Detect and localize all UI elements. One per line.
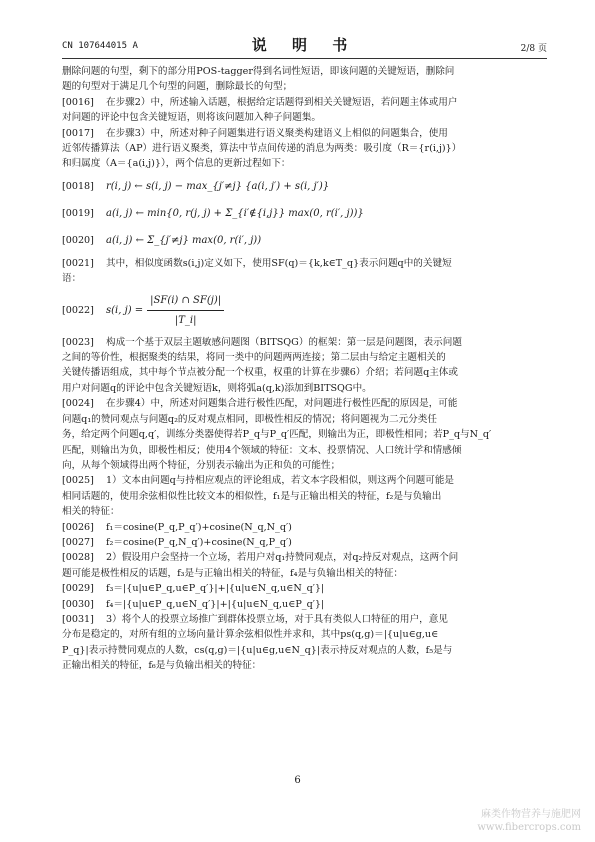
self-availability-formula: a(i, j) ← Σ_{j′≠j} max(0, r(i′, j)) (106, 235, 262, 247)
text-line: 相关的特征： (62, 506, 120, 518)
text-line: 向，从每个领域得出两个特征，分别表示输出为正和负的可能性； (62, 459, 341, 471)
site-watermark (477, 808, 581, 834)
feature-formula-f3: f₃＝|{u|u∈P_q,u∈P_q′}|+|{u|u∈N_q,u∈N_q′}| (106, 583, 325, 595)
page-indicator: 2/8 页 (520, 44, 547, 54)
formula-0018 (62, 175, 547, 199)
page-number: 6 (294, 775, 301, 786)
paragraph-number: [0026] (62, 521, 94, 533)
text-line: 正输出相关的特征，f₆是与负输出相关的特征： (62, 660, 262, 672)
text-line: 构成一个基于双层主题敏感问题图（BITSQG）的框架：第一层是问题图，表示问题 (106, 336, 462, 348)
document-body (62, 64, 547, 674)
paragraph-number: [0022] (62, 304, 94, 316)
paragraph-number: [0016] (62, 96, 94, 108)
text-line: 问题q₁的赞同观点与问题q₂的反对观点相同，即极性相反的情况；将问题视为二元分类任 (62, 413, 437, 425)
paragraph-0017 (62, 126, 547, 141)
feature-formula-f2: f₂＝cosine(P_q,N_q′)+cosine(N_q,P_q′) (106, 536, 292, 548)
text-line: 在步骤4）中，所述对问题集合进行极性匹配，对问题进行极性匹配的原因是，可能 (106, 398, 458, 410)
paragraph-number: [0020] (62, 235, 94, 247)
text-line: 在步骤2）中，所述输入话题，根据给定话题得到相关关键短语，若问题主体或用户 (106, 96, 458, 108)
paragraph-0023 (62, 335, 547, 350)
paragraph-number: [0024] (62, 398, 94, 410)
paragraph-number: [0019] (62, 208, 94, 220)
text-line: 相同话题的，使用余弦相似性比较文本的相似性，f₁是与正输出相关的特征，f₂是与负输出 (62, 490, 442, 502)
header-divider (62, 58, 547, 59)
fraction-numerator: |SF(i) ∩ SF(j)| (147, 293, 224, 311)
page-header (62, 34, 547, 56)
text-line: 题的句型对于满足几个句型的问题，删除最长的句型； (62, 81, 293, 93)
paragraph-number: [0025] (62, 475, 94, 487)
text-line: 删除问题的句型，剩下的部分用POS-tagger得到名词性短语，即该问题的关键短语，删除问 (62, 66, 455, 77)
paragraph-0029 (62, 581, 547, 596)
feature-formula-f4: f₄＝|{u|u∈P_q,u∈N_q′}|+|{u|u∈N_q,u∈P_q′}| (106, 598, 325, 610)
paragraph-0028 (62, 550, 547, 565)
paragraph-number: [0028] (62, 552, 94, 564)
paragraph-number: [0031] (62, 613, 94, 625)
fraction-denominator: |T_i| (174, 315, 197, 327)
patent-number: CN 107644015 A (62, 41, 138, 51)
text-line: 和归属度（A＝{a(i,j)}），两个信息的更新过程如下： (62, 158, 291, 170)
similarity-fraction (147, 293, 224, 329)
paragraph-0021 (62, 256, 547, 271)
paragraph-number: [0023] (62, 336, 94, 348)
formula-0020 (62, 229, 547, 253)
feature-formula-f1: f₁＝cosine(P_q,P_q′)+cosine(N_q,N_q′) (106, 521, 292, 533)
text-line: 在步骤3）中，所述对种子问题集进行语义聚类构建语义上相似的问题集合，使用 (106, 127, 448, 139)
text-line: 语： (62, 273, 82, 285)
text-line: 对问题的评论中包含关键短语，则将该问题加入种子问题集。 (62, 112, 322, 124)
text-line: 分布是稳定的，对所有组的立场向量计算余弦相似性并求和，其中ps(q,g)＝|{u|u∈g,u∈ (62, 629, 439, 641)
paragraph-0025 (62, 473, 547, 488)
text-line: 2）假设用户会坚持一个立场，若用户对q₁持赞同观点，对q₂持反对观点，这两个问 (106, 552, 459, 564)
paragraph-0024 (62, 396, 547, 411)
text-line: 1）文本由问题q与持相应观点的评论组成，若文本字段相似，则这两个问题可能是 (106, 475, 455, 487)
text-line: 3）将个人的投票立场推广到群体投票立场，对于具有类似人口特征的用户，意见 (106, 613, 448, 625)
formula-0022 (62, 290, 547, 332)
text-line: 题可能是极性相反的话题，f₃是与正输出相关的特征，f₄是与负输出相关的特征： (62, 567, 403, 579)
text-line: P_q}|表示持赞同观点的人数，cs(q,g)＝|{u|u∈g,u∈N_q}|表示持反对观点的人数，f₅是与 (62, 644, 453, 656)
formula-0019 (62, 202, 547, 226)
paragraph-0016 (62, 95, 547, 110)
text-line: 匹配，则输出为负，即极性相反；使用4个领域的特征：文本、投票情况、人口统计学和情感倾 (62, 444, 462, 456)
paragraph-number: [0027] (62, 536, 94, 548)
paragraph-0027 (62, 535, 547, 550)
paragraph-0031 (62, 612, 547, 627)
watermark-title: 麻类作物营养与施肥网 (481, 809, 581, 820)
page-title: 说 明 书 (251, 36, 358, 54)
paragraph-number: [0017] (62, 127, 94, 139)
watermark-url: www.fibercrops.com (477, 822, 581, 833)
paragraph-number: [0018] (62, 181, 94, 193)
text-line: 用户对问题q的评论中包含关键短语k，则将弧a(q,k)添加到BITSQG中。 (62, 382, 372, 394)
text-line: 近邻传播算法（AP）进行语义聚类，算法中节点间传递的消息为两类：吸引度（R＝{r(i,j)}） (62, 143, 462, 155)
paragraph-0030 (62, 597, 547, 612)
text-line: 务，给定两个问题q,q′，训练分类器使得若P_q与P_q′匹配，则输出为正，即极性相同；若P_q与N_q′ (62, 429, 492, 441)
text-line: 之间的等价性，根据聚类的结果，将同一类中的问题两两连接；第二层由与给定主题相关的 (62, 352, 446, 364)
availability-update-formula: a(i, j) ← min{0, r(j, j) + Σ_{i′∉{i,j}} max(0, r(i′, j))} (106, 208, 364, 220)
paragraph-number: [0030] (62, 598, 94, 610)
paragraph-number: [0029] (62, 583, 94, 595)
text-line: 其中，相似度函数s(i,j)定义如下，使用SF(q)＝{k,k∈T_q}表示问题q中的关键短 (106, 257, 452, 269)
responsibility-update-formula: r(i, j) ← s(i, j) − max_{j′≠j} {a(i, j′) + s(i, j′)} (106, 181, 330, 193)
paragraph-number: [0021] (62, 257, 94, 269)
similarity-formula-lhs: s(i, j) = (106, 304, 144, 316)
text-line: 关键传播语组成，其中每个节点被分配一个权重，权重的计算在步骤6）介绍；若问题q主体或 (62, 367, 458, 379)
paragraph-0026 (62, 520, 547, 535)
